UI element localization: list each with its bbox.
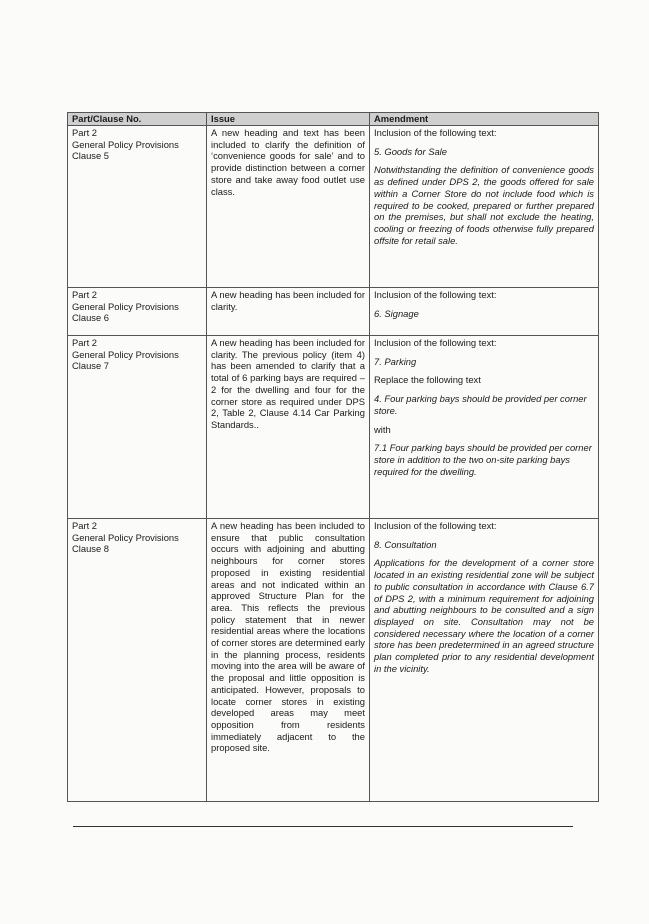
issue-cell: [207, 126, 370, 288]
inclusion-label: Inclusion of the following text:: [374, 337, 497, 348]
amendment-cell: [370, 126, 599, 288]
amendments-table: [67, 112, 599, 802]
amendment-body: Notwithstanding the definition of convenience goods as defined under DPS 2, the goods offered for sale within a Corner Store do not include food which is required to be cooked, prepared or further prepared on the premises, but shall not exclude the heating, cooling or freezing of foods otherwise fully prepared offsite for retail sale.: [374, 164, 594, 246]
part-clause-cell: [68, 519, 207, 802]
issue-cell: [207, 336, 370, 519]
part-label: Part 2: [72, 337, 98, 348]
part-label: Part 2: [72, 289, 98, 300]
old-text: 4. Four parking bays should be provided per corner store.: [374, 393, 587, 416]
new-text: 7.1 Four parking bays should be provided per corner store in addition to the two on-site parking bays required for the dwelling.: [374, 442, 592, 477]
table-row: [68, 288, 599, 336]
amendment-heading: 6. Signage: [374, 307, 419, 319]
amendment-cell: [370, 519, 599, 802]
footer-divider: [73, 826, 573, 827]
table-row: [68, 126, 599, 288]
part-clause: Clause 7: [72, 360, 110, 372]
header-issue: Issue: [207, 113, 370, 126]
inclusion-label: Inclusion of the following text:: [374, 127, 497, 138]
inclusion-label: Inclusion of the following text:: [374, 289, 497, 300]
issue-text: A new heading has been included for clarity. The previous policy (item 4) has been amended to clarify that a total of 6 parking bays are required – 2 for the dwelling and four for the corner store as required under DPS 2, Table 2, Clause 4.14 Car Parking Standards..: [211, 337, 365, 430]
part-clause: Clause 8: [72, 543, 110, 555]
inclusion-label: Inclusion of the following text:: [374, 520, 497, 531]
issue-text: A new heading and text has been included to clarify the definition of ‘convenience goods for sale’ and to provide distinction between a corner store and take away food outlet use class.: [211, 127, 365, 197]
part-clause-cell: [68, 336, 207, 519]
part-label: Part 2: [72, 127, 98, 138]
part-section: General Policy Provisions: [72, 138, 179, 150]
table-row: [68, 336, 599, 519]
header-part-clause: Part/Clause No.: [68, 113, 207, 126]
part-clause: Clause 6: [72, 312, 110, 324]
part-section: General Policy Provisions: [72, 531, 179, 543]
amendment-heading: 5. Goods for Sale: [374, 145, 447, 157]
amendment-cell: [370, 336, 599, 519]
with-label: with: [374, 423, 391, 435]
table-header-row: [68, 113, 599, 126]
header-amendment: Amendment: [370, 113, 599, 126]
part-clause: Clause 5: [72, 150, 110, 162]
replace-label: Replace the following text: [374, 374, 481, 386]
amendment-heading: 8. Consultation: [374, 538, 437, 550]
amendment-cell: [370, 288, 599, 336]
table-row: [68, 519, 599, 802]
issue-text: A new heading has been included for clarity.: [211, 289, 365, 312]
part-clause-cell: [68, 288, 207, 336]
part-label: Part 2: [72, 520, 98, 531]
amendment-body: Applications for the development of a corner store located in an existing residential zone will be subject to public consultation in accordance with Clause 6.7 of DPS 2, with a minimum requirement for adjoining and abutting neighbours to be consulted and a sign displayed on site. Consultation may not be considered necessary where the location of a corner store has been predetermined in an agreed structure plan completed prior to any residential development in the vicinity.: [374, 557, 594, 674]
issue-text: A new heading has been included to ensure that public consultation occurs with adjoining and abutting neighbours for corner stores proposed in existing residential areas and not indicated within an approved Structure Plan for the area. This reflects the previous policy statement that in newer residential areas where the locations of corner stores are determined early in the planning process, residents moving into the area will be aware of the proposal and little opposition is anticipated. However, proposals to locate corner stores in existing developed areas may meet opposition from residents immediately adjacent to the proposed site.: [211, 520, 365, 754]
issue-cell: [207, 519, 370, 802]
part-section: General Policy Provisions: [72, 300, 179, 312]
part-clause-cell: [68, 126, 207, 288]
part-section: General Policy Provisions: [72, 348, 179, 360]
amendment-heading: 7. Parking: [374, 355, 417, 367]
issue-cell: [207, 288, 370, 336]
